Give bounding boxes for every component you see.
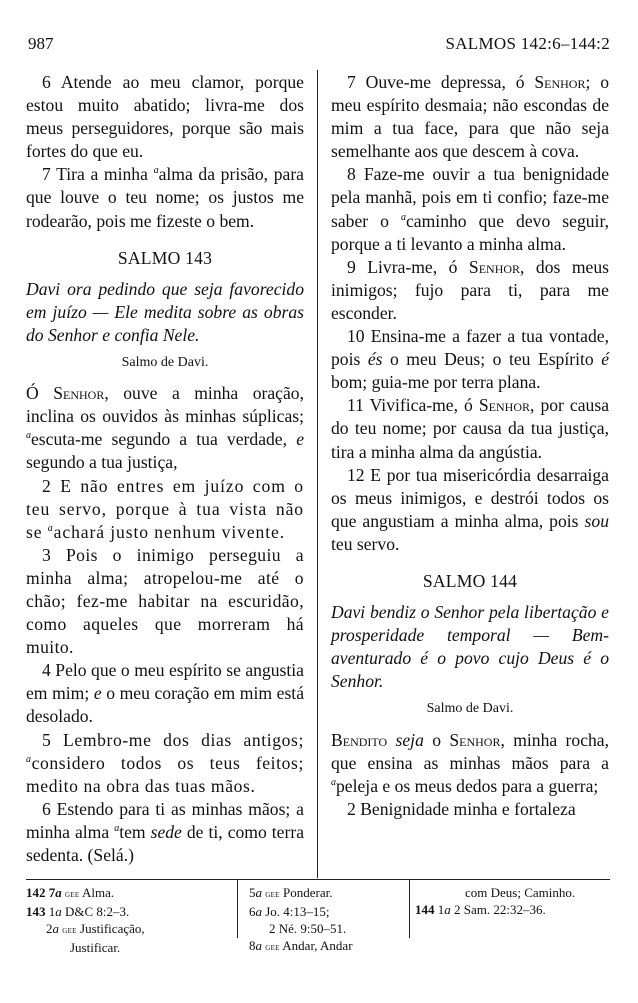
verse-143-6: 6 Estendo para ti as minhas mãos; a minha alma $^a$tem sede de ti, como terra sedenta. (Selá.)	[26, 798, 305, 865]
psalm-144-superscription: Salmo de Davi.	[426, 701, 514, 717]
footnote-marker[interactable]: a	[331, 776, 336, 788]
footnote-rule	[26, 879, 610, 880]
column-divider	[317, 70, 318, 878]
footnote-143-6a[interactable]: 6a Jo. 4:13–15;	[249, 904, 330, 919]
footnote-marker[interactable]: a	[47, 522, 54, 534]
verse-143-12: 12 E por tua misericórdia desarraiga os meus inimigos, e destrói todos os que angustiam a minha alma, pois sou teu servo.	[331, 464, 609, 554]
verse-142-6: 6 Atende ao meu clamor, porque estou muito abatido; livra-me dos meus perseguidores, porque são mais fortes do que eu.	[26, 72, 304, 162]
verse-143-5: 5 Lembro-me dos dias antigos; $^a$considero todos os teus feitos; medito na obra das tuas mãos.	[26, 729, 304, 796]
left-column	[26, 71, 304, 867]
footnote-142-7a[interactable]: 142 7a gee Alma.	[26, 885, 115, 900]
verse-143-3: 3 Pois o inimigo perseguiu a minha alma; atropelou-me até o chão; fez-me habitar na escuridão, como aqueles que morreram há muito.	[26, 544, 304, 658]
page-number: 987	[28, 34, 54, 53]
right-column	[331, 71, 609, 821]
footnote-143-1a[interactable]: 143 1a D&C 8:2–3.	[26, 904, 130, 919]
footnotes-column-1	[26, 884, 236, 956]
verse-143-8: 8 Faze-me ouvir a tua benignidade pela manhã, pois em ti confio; faze-me saber o $^a$caminho que devo seguir, porque a ti levanto a minha alma.	[331, 164, 609, 254]
verse-143-2: 2 E não entres em juízo com o teu servo, porque à tua vista não se $^a$achará justo nenhum vivente.	[26, 475, 304, 542]
footnote-144-1a[interactable]: 144 1a 2 Sam. 22:32–36.	[415, 902, 546, 917]
footnote-marker[interactable]: a	[153, 165, 159, 177]
psalm-143-summary: Davi ora pedindo que seja favorecido em juízo — Ele medita sobre as obras do Senhor e confia Nele.	[26, 278, 304, 345]
footnote-divider	[237, 880, 238, 938]
footnote-143-5a[interactable]: 5a gee Ponderar.	[249, 885, 333, 900]
verse-143-1: Ó Senhor, ouve a minha oração, inclina os ouvidos às minhas súplicas; $^a$escuta-me segundo a tua verdade, e segundo a tua justiça,	[26, 383, 304, 473]
verse-143-4: 4 Pelo que o meu espírito se angustia em mim; e o meu coração em mim está desolado.	[26, 660, 304, 727]
psalm-144-summary: Davi bendiz o Senhor pela libertação e prosperidade temporal — Bem-aventurado é o povo cujo Deus é o Senhor.	[331, 602, 609, 692]
footnote-143-2a[interactable]: 2a gee Justificação,	[46, 921, 145, 936]
verse-143-11: 11 Vivifica-me, ó Senhor, por causa do teu nome; por causa da tua justiça, tira a minha alma da angústia.	[331, 395, 609, 462]
verse-143-9: 9 Livra-me, ó Senhor, dos meus inimigos; fujo para ti, para me esconder.	[331, 256, 610, 323]
verse-143-10: 10 Ensina-me a fazer a tua vontade, pois és o meu Deus; o teu Espírito é bom; guia-me por terra plana.	[331, 326, 609, 393]
psalm-143-title: SALMO 143	[117, 247, 213, 268]
psalm-144-title: SALMO 144	[422, 570, 518, 591]
footnote-marker[interactable]: a	[26, 430, 31, 442]
psalm-143-superscription: Salmo de Davi.	[121, 355, 209, 371]
footnote-marker[interactable]: a	[26, 753, 32, 765]
running-head	[28, 34, 610, 58]
chapter-reference: SALMOS 142:6–144:2	[445, 34, 610, 53]
footnote-divider	[409, 880, 410, 938]
footnote-marker[interactable]: a	[114, 823, 120, 835]
verse-144-2: 2 Benignidade minha e fortaleza	[347, 798, 576, 819]
footnotes-column-3	[415, 884, 611, 918]
verse-142-7: 7 Tira a minha $^a$alma da prisão, para que louve o teu nome; os justos me rodearão, pois me fizeste o bem.	[26, 164, 304, 231]
footnote-continuation: com Deus; Caminho.	[465, 885, 576, 900]
footnote-continuation: 2 Né. 9:50–51.	[269, 921, 347, 936]
footnote-143-8a[interactable]: 8a gee Andar, Andar	[249, 938, 353, 953]
footnote-marker[interactable]: a	[401, 211, 406, 223]
footnote-continuation: Justificar.	[70, 940, 121, 955]
footnotes-column-2	[249, 884, 409, 956]
verse-144-1: Bendito seja o Senhor, minha rocha, que ensina as minhas mãos para a $^a$peleja e os meus dedos para a guerra;	[331, 729, 610, 796]
verse-143-7: 7 Ouve-me depressa, ó Senhor; o meu espírito desmaia; não escondas de mim a tua face, para que não seja semelhante aos que descem à cova.	[331, 72, 609, 162]
